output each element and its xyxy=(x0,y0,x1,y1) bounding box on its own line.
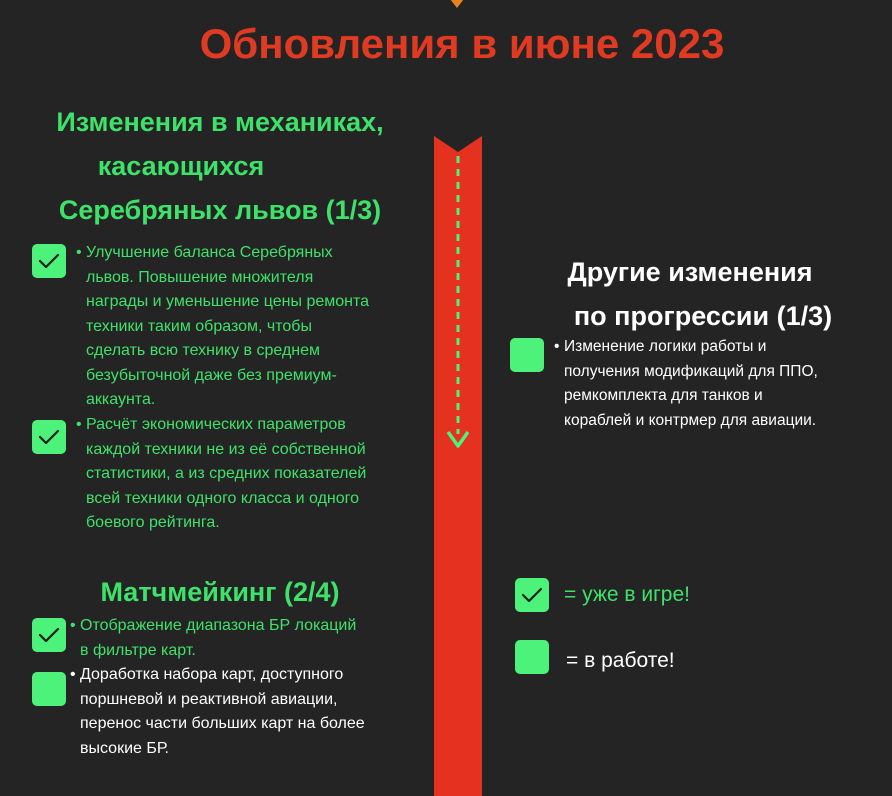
list-item: • Изменение логики работы и получения модификаций для ППО, ремкомплекта для танков и кораблей и контрмер для авиации. xyxy=(564,335,864,433)
status-in-progress-checkbox xyxy=(32,672,66,706)
status-in-progress-checkbox xyxy=(510,338,544,372)
status-done-checkbox xyxy=(32,244,66,278)
section-title-silver-lions: Изменения в механиках, касающихся Серебряных львов (1/3) xyxy=(56,107,384,225)
legend-done-label: = уже в игре! xyxy=(564,583,690,606)
bullet-icon: • xyxy=(70,666,76,683)
checkmark-icon xyxy=(32,244,66,278)
checkmark-icon xyxy=(32,420,66,454)
status-done-checkbox xyxy=(32,420,66,454)
bullet-icon: • xyxy=(76,244,82,261)
legend-in-progress-checkbox xyxy=(515,640,549,674)
section-title-matchmaking: Матчмейкинг (2/4) xyxy=(100,577,340,607)
page-title: Обновления в июне 2023 xyxy=(199,20,725,67)
list-item: • Улучшение баланса Серебряных львов. Повышение множителя награды и уменьшение цены ремонта техники таким образом, чтобы сделать всю технику в среднем безубыточной даже без премиум- аккаунта. xyxy=(86,241,406,413)
timeline-band xyxy=(434,136,482,796)
legend-done-checkbox xyxy=(515,578,549,612)
bullet-icon: • xyxy=(76,416,82,433)
list-item: • Расчёт экономических параметров каждой техники не из её собственной статистики, а из средних показателей всей техники одного класса и одного боевого рейтинга. xyxy=(86,413,416,536)
status-done-checkbox xyxy=(32,618,66,652)
list-item: • Доработка набора карт, доступного поршневой и реактивной авиации, перенос части больших карт на более высокие БР. xyxy=(80,663,400,761)
section-title-progression: Другие изменения по прогрессии (1/3) xyxy=(567,257,833,331)
checkmark-icon xyxy=(32,618,66,652)
legend-in-progress-label: = в работе! xyxy=(566,649,675,672)
checkmark-icon xyxy=(515,578,549,612)
top-marker-icon xyxy=(440,0,474,10)
list-item: • Отображение диапазона БР локаций в фильтре карт. xyxy=(80,614,400,663)
bullet-icon: • xyxy=(70,617,76,634)
bullet-icon: • xyxy=(554,338,560,355)
